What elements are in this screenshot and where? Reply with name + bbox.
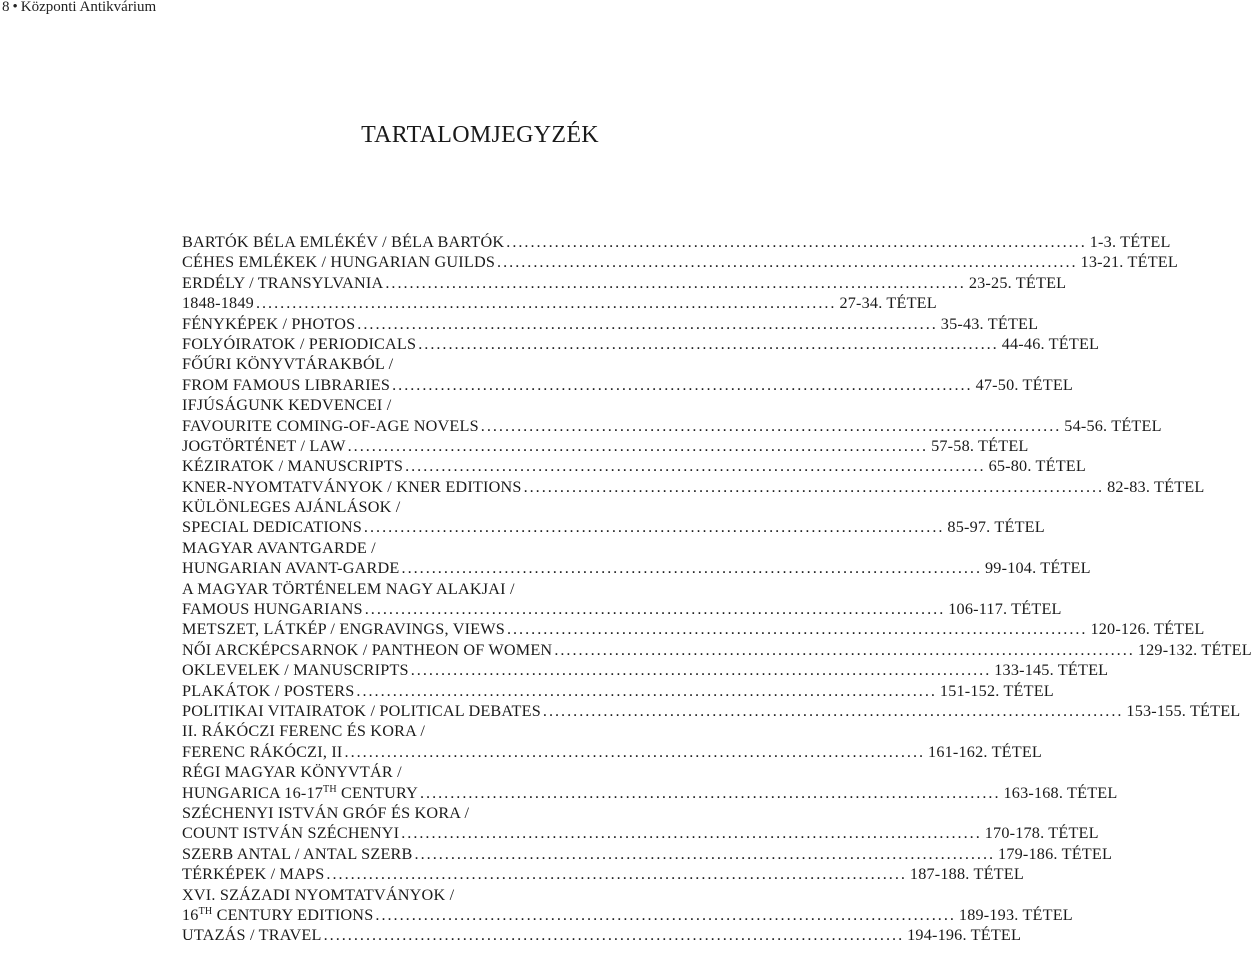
toc-line <box>182 803 773 823</box>
dot-leader: ................................................................................................ <box>542 701 1124 720</box>
toc-line <box>182 273 1067 293</box>
dot-leader: ................................................................................................ <box>364 600 946 619</box>
title-text: XVI. SZÁZADI NYOMTATVÁNYOK / <box>182 885 455 904</box>
title-text: UTAZÁS / TRAVEL <box>182 926 322 945</box>
title-text: POLITIKAI VITAIRATOK / POLITICAL DEBATES <box>182 701 541 720</box>
dot-leader: ................................................................................................ <box>410 661 992 680</box>
toc-entry-title <box>182 293 254 313</box>
dot-leader: ................................................................................................ <box>326 865 907 884</box>
toc-line <box>182 660 1109 680</box>
toc-entry-title <box>182 579 515 599</box>
dot-leader: ................................................................................................ <box>497 253 1078 272</box>
title-text: PLAKÁTOK / POSTERS <box>182 681 355 700</box>
title-text: SZÉCHENYI ISTVÁN GRÓF ÉS KORA / <box>182 803 470 822</box>
toc-entry <box>182 334 1100 354</box>
toc-entry-title <box>182 681 354 701</box>
item-range: 187-188. TÉTEL <box>909 865 1024 884</box>
dot-leader: ................................................................................................ <box>347 436 929 455</box>
toc-entry-title <box>182 497 400 517</box>
toc-entry-title <box>182 619 505 639</box>
item-range: 179-186. TÉTEL <box>998 844 1113 863</box>
toc-entry-title <box>182 252 495 272</box>
toc-entry <box>182 232 1171 252</box>
title-text: CENTURY EDITIONS <box>212 905 374 924</box>
toc-line <box>182 416 1162 436</box>
title-text: IFJÚSÁGUNK KEDVENCEI / <box>182 396 392 415</box>
title-text: FOLYÓIRATOK / PERIODICALS <box>182 334 417 353</box>
toc-line <box>182 742 1043 762</box>
title-text: CENTURY <box>336 783 418 802</box>
toc-line <box>182 314 1039 334</box>
toc-line <box>182 477 1205 497</box>
toc-line <box>182 252 1178 272</box>
dot-leader: ................................................................................................ <box>375 905 956 924</box>
item-range: 120-126. TÉTEL <box>1090 620 1205 639</box>
title-text: FAMOUS HUNGARIANS <box>182 600 363 619</box>
toc-line <box>182 844 1113 864</box>
dot-leader: ................................................................................................ <box>385 273 966 292</box>
toc-entry-title <box>182 232 504 252</box>
toc-line <box>182 436 1029 456</box>
title-text: SPECIAL DEDICATIONS <box>182 518 362 537</box>
dot-leader: ................................................................................................ <box>363 518 945 537</box>
toc-entry <box>182 701 1241 721</box>
toc-entry-title <box>182 721 425 741</box>
item-range: 133-145. TÉTEL <box>994 661 1109 680</box>
toc-entry <box>182 803 1099 844</box>
item-range: 54-56. TÉTEL <box>1064 416 1162 435</box>
toc-entry-title <box>182 823 399 843</box>
toc-entry <box>182 721 1043 762</box>
toc-line <box>182 456 1086 476</box>
title-text: MAGYAR AVANTGARDE / <box>182 538 376 557</box>
toc-entry-title <box>182 273 383 293</box>
toc-entry <box>182 252 1178 272</box>
toc-entry-title <box>182 660 409 680</box>
toc-entry <box>182 456 1086 476</box>
dot-leader: ................................................................................................ <box>255 294 837 313</box>
toc-line <box>182 232 1171 252</box>
toc-line <box>182 517 1045 537</box>
title-text: KÉZIRATOK / MANUSCRIPTS <box>182 457 404 476</box>
toc-line <box>182 925 1022 945</box>
toc-line <box>182 579 773 599</box>
title-text: FŐÚRI KÖNYVTÁRAKBÓL / <box>182 355 394 374</box>
toc-entry <box>182 436 1029 456</box>
dot-leader: ................................................................................................ <box>554 640 1135 659</box>
item-range: 85-97. TÉTEL <box>947 518 1045 537</box>
toc-entry-title <box>182 517 362 537</box>
toc-line <box>182 538 773 558</box>
item-range: 27-34. TÉTEL <box>839 294 937 313</box>
title-text: SZERB ANTAL / ANTAL SZERB <box>182 844 413 863</box>
title-text: 1848-1849 <box>182 294 254 313</box>
title-text: TÉRKÉPEK / MAPS <box>182 865 325 884</box>
toc-line <box>182 864 1024 884</box>
toc-entry-title <box>182 314 355 334</box>
item-range: 161-162. TÉTEL <box>928 742 1043 761</box>
title-text: FERENC RÁKÓCZI, II <box>182 742 343 761</box>
title-text: KNER-NYOMTATVÁNYOK / KNER EDITIONS <box>182 477 522 496</box>
dot-leader: ................................................................................................ <box>523 477 1105 496</box>
toc-entry-title <box>182 416 479 436</box>
toc-entry-title <box>182 925 322 945</box>
toc-entry <box>182 844 1113 864</box>
item-range: 82-83. TÉTEL <box>1107 477 1205 496</box>
title-text: 16 <box>182 905 199 924</box>
bullet-separator: • <box>12 0 18 15</box>
toc-entry-title <box>182 395 391 415</box>
title-text: BARTÓK BÉLA EMLÉKÉV / BÉLA BARTÓK <box>182 233 505 251</box>
toc-entry <box>182 293 937 313</box>
toc-line <box>182 558 1091 578</box>
toc-entry-title <box>182 456 403 476</box>
toc-entry <box>182 395 1162 436</box>
toc-entry-title <box>182 538 376 558</box>
toc-line <box>182 823 1099 843</box>
toc-line <box>182 783 1118 803</box>
title-text: OKLEVELEK / MANUSCRIPTS <box>182 661 409 680</box>
dot-leader: ................................................................................................ <box>419 783 1001 802</box>
toc-entry-title <box>182 762 402 782</box>
toc-line <box>182 497 773 517</box>
toc-line <box>182 334 1100 354</box>
toc-entry-title <box>182 701 541 721</box>
toc-entry <box>182 538 1091 579</box>
toc-line <box>182 375 1074 395</box>
toc-entry <box>182 579 1062 620</box>
title-text: CÉHES EMLÉKEK / HUNGARIAN GUILDS <box>182 253 496 272</box>
toc-entry <box>182 885 1073 926</box>
toc-entry <box>182 640 1252 660</box>
item-range: 129-132. TÉTEL <box>1137 640 1252 659</box>
dot-leader: ................................................................................................ <box>323 926 905 945</box>
item-range: 163-168. TÉTEL <box>1003 783 1118 802</box>
toc-entry <box>182 314 1039 334</box>
toc-entry-title <box>182 905 373 925</box>
toc-entry-title <box>182 844 413 864</box>
item-range: 57-58. TÉTEL <box>931 436 1029 455</box>
dot-leader: ................................................................................................ <box>506 620 1088 639</box>
toc-line <box>182 354 773 374</box>
toc-line <box>182 395 773 415</box>
title-text: NŐI ARCKÉPCSARNOK / PANTHEON OF WOMEN <box>182 640 553 659</box>
toc-line <box>182 762 773 782</box>
toc-line <box>182 721 773 741</box>
toc-entry <box>182 273 1067 293</box>
title-text: A MAGYAR TÖRTÉNELEM NAGY ALAKJAI / <box>182 579 515 598</box>
toc-entry <box>182 681 1054 701</box>
toc-line <box>182 640 1252 660</box>
item-range: 23-25. TÉTEL <box>968 273 1067 292</box>
toc-line <box>182 599 1062 619</box>
superscript: TH <box>323 783 337 795</box>
toc-line <box>182 681 1054 701</box>
toc-entry-title <box>182 640 552 660</box>
item-range: 13-21. TÉTEL <box>1080 253 1178 272</box>
title-text: HUNGARIAN AVANT-GARDE <box>182 559 400 578</box>
item-range: 44-46. TÉTEL <box>1001 334 1100 353</box>
toc-entry <box>182 925 1022 945</box>
toc-entry-title <box>182 783 418 803</box>
toc-entry <box>182 762 1118 803</box>
toc-entry <box>182 477 1205 497</box>
dot-leader: ................................................................................................ <box>401 824 982 843</box>
title-text: JOGTÖRTÉNET / LAW <box>182 436 346 455</box>
title-text: ERDÉLY / TRANSYLVANIA <box>182 273 384 292</box>
toc-entry-title <box>182 436 346 456</box>
toc-entry-title <box>182 558 400 578</box>
item-range: 153-155. TÉTEL <box>1126 701 1241 720</box>
item-range: 65-80. TÉTEL <box>988 457 1086 476</box>
item-range: 47-50. TÉTEL <box>975 375 1074 394</box>
toc-entry-title <box>182 375 390 395</box>
toc-entry-title <box>182 334 416 354</box>
dot-leader: ................................................................................................ <box>414 844 996 863</box>
page-number: 8 <box>2 0 10 15</box>
toc-entry-title <box>182 354 393 374</box>
title-text: KÜLÖNLEGES AJÁNLÁSOK / <box>182 498 401 517</box>
toc-entry-title <box>182 803 469 823</box>
toc-entry-title <box>182 477 522 497</box>
toc-entry <box>182 619 1205 639</box>
title-text: COUNT ISTVÁN SZÉCHENYI <box>182 824 400 843</box>
table-of-contents <box>182 232 1252 946</box>
item-range: 189-193. TÉTEL <box>958 905 1073 924</box>
title-text: FAVOURITE COMING-OF-AGE NOVELS <box>182 416 479 435</box>
toc-entry-title <box>182 742 343 762</box>
title-text: METSZET, LÁTKÉP / ENGRAVINGS, VIEWS <box>182 620 505 639</box>
title-text: II. RÁKÓCZI FERENC ÉS KORA / <box>182 722 426 741</box>
publisher-name: Központi Antikvárium <box>20 0 157 15</box>
toc-line <box>182 293 937 313</box>
superscript: TH <box>198 905 213 917</box>
toc-entry <box>182 354 1074 395</box>
toc-entry-title <box>182 885 454 905</box>
item-range: 35-43. TÉTEL <box>940 314 1039 333</box>
title-text: HUNGARICA 16-17 <box>182 783 324 802</box>
item-range: 1-3. TÉTEL <box>1089 233 1171 251</box>
dot-leader: ................................................................................................ <box>506 233 1087 251</box>
running-head <box>2 0 156 16</box>
title-text: FÉNYKÉPEK / PHOTOS <box>182 314 356 333</box>
dot-leader: ................................................................................................ <box>344 742 926 761</box>
toc-line <box>182 619 1205 639</box>
toc-line <box>182 701 1241 721</box>
dot-leader: ................................................................................................ <box>480 416 1062 435</box>
toc-entry <box>182 660 1109 680</box>
title-text: FROM FAMOUS LIBRARIES <box>182 375 391 394</box>
toc-line <box>182 885 773 905</box>
item-range: 106-117. TÉTEL <box>948 600 1062 619</box>
toc-line <box>182 905 1073 925</box>
dot-leader: ................................................................................................ <box>401 559 983 578</box>
toc-entry-title <box>182 599 363 619</box>
item-range: 151-152. TÉTEL <box>939 681 1054 700</box>
toc-entry <box>182 864 1024 884</box>
title-text: RÉGI MAGYAR KÖNYVTÁR / <box>182 763 402 782</box>
page-title: TARTALOMJEGYZÉK <box>361 122 599 148</box>
dot-leader: ................................................................................................ <box>418 334 999 353</box>
dot-leader: ................................................................................................ <box>392 375 973 394</box>
item-range: 99-104. TÉTEL <box>985 559 1091 578</box>
dot-leader: ................................................................................................ <box>357 314 938 333</box>
toc-entry <box>182 497 1045 538</box>
item-range: 170-178. TÉTEL <box>984 824 1099 843</box>
item-range: 194-196. TÉTEL <box>907 926 1022 945</box>
toc-entry-title <box>182 864 324 884</box>
dot-leader: ................................................................................................ <box>405 457 986 476</box>
dot-leader: ................................................................................................ <box>356 681 937 700</box>
